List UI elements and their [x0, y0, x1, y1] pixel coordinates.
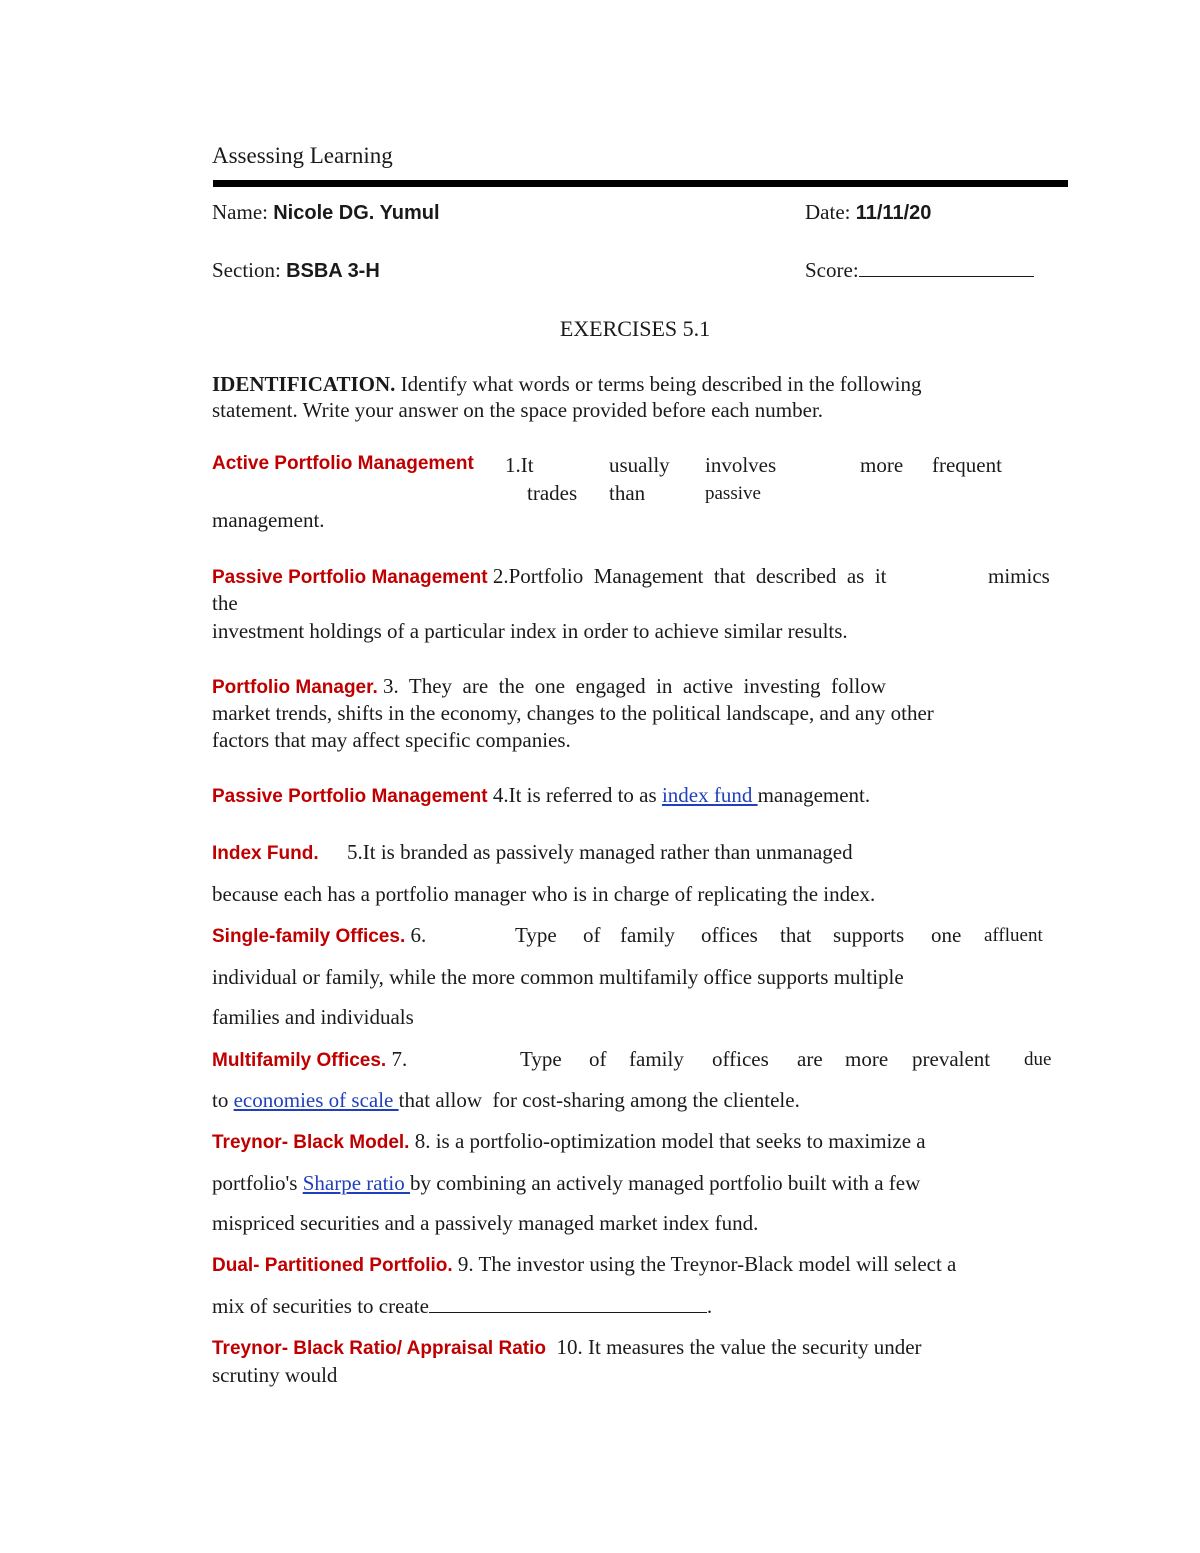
- item-6-word: supports: [833, 923, 905, 947]
- item-4-text: 4.It is referred to as: [487, 783, 662, 807]
- item-8-answer: Treynor- Black Model.: [212, 1132, 410, 1153]
- instruction-bold: IDENTIFICATION.: [212, 372, 396, 396]
- item-5-line-1: [212, 840, 319, 865]
- item-9-line-1: [212, 1252, 956, 1277]
- item-1-word: more: [860, 453, 904, 477]
- item-1-word: involves: [705, 453, 777, 477]
- answer-blank: [429, 1312, 707, 1313]
- score-blank: [859, 276, 1034, 277]
- item-7-answer: Multifamily Offices.: [212, 1050, 387, 1071]
- name-value: Nicole DG. Yumul: [273, 202, 440, 224]
- item-9-text-2: mix of securities to create: [212, 1294, 429, 1318]
- item-1-word: frequent: [932, 453, 1002, 477]
- item-9-line-2: [212, 1294, 712, 1319]
- item-6-num: 6.: [405, 923, 427, 947]
- item-6-word: family: [620, 923, 675, 947]
- item-3-line-2: market trends, shifts in the economy, changes to the political landscape, and any other: [212, 701, 934, 725]
- score-label: Score:: [805, 258, 859, 282]
- item-6-answer: Single-family Offices.: [212, 926, 406, 947]
- item-6-word: Type: [515, 923, 557, 947]
- item-2-text: 2.Portfolio Management that described as it: [487, 564, 887, 588]
- item-5-answer: Index Fund.: [212, 843, 319, 864]
- item-5-text: 5.It is branded as passively managed rather than unmanaged: [347, 840, 853, 864]
- item-1-answer: Active Portfolio Management: [212, 453, 474, 474]
- name-row: [212, 200, 440, 225]
- item-6-word: offices: [701, 923, 758, 947]
- item-10-line-2: scrutiny would: [212, 1363, 338, 1387]
- item-2-line-2: the: [212, 591, 238, 615]
- item-5-line-2: because each has a portfolio manager who is in charge of replicating the index.: [212, 882, 876, 906]
- item-3-text: 3. They are the one engaged in active investing follow: [377, 674, 886, 698]
- date-value: 11/11/20: [855, 202, 932, 224]
- item-1-word: passive: [705, 483, 761, 504]
- item-1-word: 1.It: [505, 453, 534, 477]
- item-2-text-end: mimics: [988, 564, 1050, 588]
- index-fund-link[interactable]: index fund: [661, 783, 758, 807]
- item-10-answer: Treynor- Black Ratio/ Appraisal Ratio: [212, 1338, 546, 1359]
- item-2-answer: Passive Portfolio Management: [212, 567, 488, 588]
- item-4-text-end: management.: [757, 783, 871, 807]
- item-7-word: Type: [520, 1047, 562, 1071]
- section-value: BSBA 3-H: [286, 260, 380, 282]
- item-1-word: usually: [609, 453, 670, 477]
- item-1-word: than: [609, 481, 646, 505]
- item-2-line-3: investment holdings of a particular index in order to achieve similar results.: [212, 619, 848, 643]
- instruction-text-1: Identify what words or terms being described in the following: [395, 372, 922, 396]
- item-1-line-1: [212, 453, 474, 475]
- item-3-answer: Portfolio Manager.: [212, 677, 378, 698]
- item-8-text: 8. is a portfolio-optimization model that seeks to maximize a: [409, 1129, 926, 1153]
- date-row: [805, 200, 931, 225]
- page-title: Assessing Learning: [212, 143, 393, 168]
- item-6-line-2: individual or family, while the more common multifamily office supports multiple: [212, 965, 904, 989]
- item-8-line-3: mispriced securities and a passively managed market index fund.: [212, 1211, 759, 1235]
- instruction-line-2: statement. Write your answer on the space provided before each number.: [212, 398, 824, 422]
- item-6-word: affluent: [984, 925, 1043, 946]
- item-3-line-3: factors that may affect specific companies.: [212, 728, 571, 752]
- exercise-heading: EXERCISES 5.1: [559, 316, 711, 341]
- date-label: Date:: [805, 200, 851, 224]
- item-7-word: offices: [712, 1047, 769, 1071]
- score-row: [805, 258, 1034, 283]
- item-7-text: to: [212, 1088, 234, 1112]
- item-7-word: family: [629, 1047, 684, 1071]
- item-4-line-1: [212, 783, 870, 808]
- item-9-period: .: [706, 1294, 713, 1318]
- item-6-word: one: [931, 923, 962, 947]
- item-6-word: of: [583, 923, 601, 947]
- item-8-text-3: by combining an actively managed portfolio built with a few: [410, 1171, 921, 1195]
- item-3-line-1: [212, 674, 886, 699]
- item-10-text: 10. It measures the value the security under: [546, 1335, 922, 1359]
- item-8-line-2: [212, 1171, 920, 1196]
- item-7-word: more: [845, 1047, 889, 1071]
- item-7-word: of: [589, 1047, 607, 1071]
- item-4-answer: Passive Portfolio Management: [212, 786, 488, 807]
- item-7-num: 7.: [386, 1047, 408, 1071]
- economies-of-scale-link[interactable]: economies of scale: [233, 1088, 399, 1112]
- item-7-word: due: [1024, 1049, 1052, 1070]
- item-6-word: that: [780, 923, 812, 947]
- item-1-line-3: management.: [212, 508, 325, 532]
- item-7-line-1: [212, 1047, 407, 1072]
- item-2-line-1: [212, 564, 887, 589]
- item-6-line-3: families and individuals: [212, 1005, 414, 1029]
- instruction-line-1: [212, 372, 921, 397]
- title-divider: [213, 180, 1068, 187]
- section-label: Section:: [212, 258, 281, 282]
- item-10-line-1: [212, 1335, 922, 1360]
- item-9-text: 9. The investor using the Treynor-Black model will select a: [452, 1252, 957, 1276]
- item-1-word: trades: [527, 481, 578, 505]
- sharpe-ratio-link[interactable]: Sharpe ratio: [302, 1171, 410, 1195]
- item-7-line-2: [212, 1088, 800, 1113]
- item-7-word: are: [797, 1047, 823, 1071]
- item-8-text-2: portfolio's: [212, 1171, 303, 1195]
- item-7-word: prevalent: [912, 1047, 991, 1071]
- name-label: Name:: [212, 200, 268, 224]
- section-row: [212, 258, 380, 283]
- item-8-line-1: [212, 1129, 926, 1154]
- item-7-text-end: that allow for cost-sharing among the clientele.: [398, 1088, 800, 1112]
- item-6-line-1: [212, 923, 426, 948]
- item-9-answer: Dual- Partitioned Portfolio.: [212, 1255, 453, 1276]
